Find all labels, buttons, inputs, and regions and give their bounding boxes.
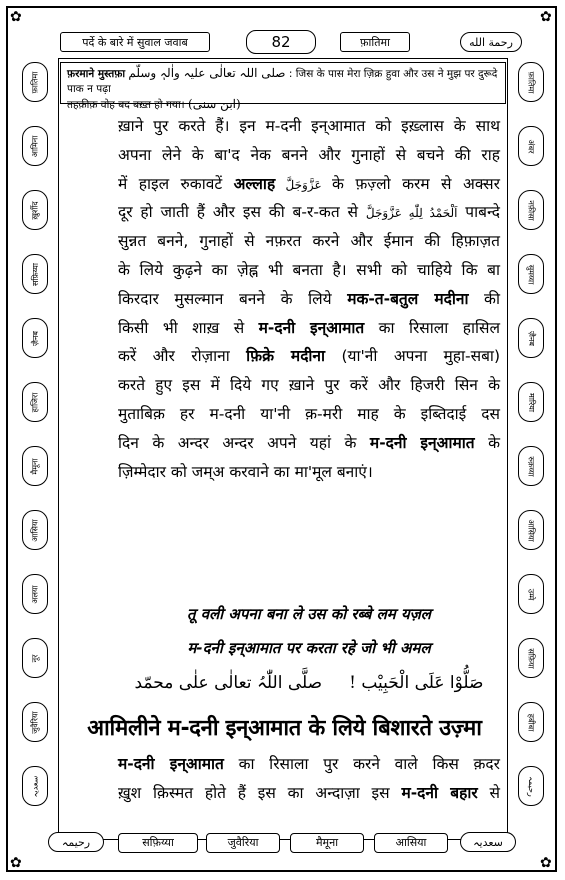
footer-left-circle: رحیمہ [48, 832, 104, 852]
text-line [118, 141, 500, 170]
text-run: में हाइल रुकावटें [118, 174, 234, 193]
side-badge-label: आसिया [526, 518, 536, 542]
side-name-badge [518, 574, 544, 614]
corner-ornament-icon: ✿ [540, 9, 552, 25]
text-run: किरदार मुसल्मान बनने के लिये [118, 289, 348, 308]
side-name-badge [22, 318, 48, 358]
footer-tab-2: जुवैरिया [206, 833, 280, 853]
footer-tab-4: आसिया [374, 833, 448, 853]
bold-run: म-दनी बहार [401, 784, 478, 802]
text-line [118, 256, 500, 285]
side-badge-label: जुवैरिया [30, 710, 40, 734]
text-line [118, 750, 500, 779]
side-name-badge [518, 318, 544, 358]
text-line [118, 400, 500, 429]
text-run: पाबन्दे [457, 203, 500, 222]
text-run: मुताबिक़ हर म-दनी या'नी क़-मरी माह के इब्तिदाई दस [118, 404, 500, 423]
text-line [118, 342, 500, 371]
text-line [118, 458, 500, 487]
side-name-badge [518, 446, 544, 486]
side-badge-label: मारिया [526, 392, 536, 412]
side-name-badge [22, 382, 48, 422]
side-badge-label: رحیمہ [526, 775, 536, 797]
side-name-badge [518, 638, 544, 678]
text-line [118, 198, 500, 227]
text-run: से [477, 784, 500, 802]
side-badge-label: आमिना [30, 135, 40, 157]
side-badge-label: फ़ातिमा [30, 71, 40, 93]
side-name-badge [22, 766, 48, 806]
header-circle-label: رحمة الله [460, 32, 522, 52]
side-name-badge [518, 766, 544, 806]
side-badge-label: अंबर [526, 139, 536, 153]
bold-run: अल्लाह [233, 174, 276, 193]
side-badge-label: हबीबा [526, 713, 536, 731]
arabic-run: عَزَّوَجَلَّ [275, 177, 332, 192]
side-badge-label: अलया [30, 584, 40, 604]
verse-line-1: तू वली अपना बना ले उस को रब्बे लम यज़ल [187, 605, 431, 623]
text-run: ख़ुश क़िस्मत होते हैं इस का अन्दाज़ा इस [118, 784, 402, 802]
bold-run: फ़िक्रे मदीना [246, 347, 326, 366]
bold-run: म-दनी इन्आमात [118, 755, 224, 773]
text-run: अपना लेने के बा'द नेक बनने और गुनाहों से बचने की राह [118, 145, 500, 164]
side-badge-label: ज़ैनब [30, 330, 40, 346]
side-name-badge [518, 126, 544, 166]
bottom-paragraph [118, 750, 500, 808]
farman-text-2: तहक़ीक़ वोह बद बख़्त हो गया। [67, 99, 185, 111]
side-name-badge [22, 254, 48, 294]
header-tab-name: फ़ातिमा [340, 32, 410, 52]
text-line [118, 314, 500, 343]
verse-line-2: म-दनी इन्आमात पर करता रहे जो भी अमल [187, 639, 431, 657]
side-name-badge [22, 62, 48, 102]
text-run: के फ़ज़्लो करम से अक्सर [331, 174, 500, 193]
side-name-badge [22, 638, 48, 678]
corner-ornament-icon: ✿ [540, 855, 552, 871]
text-line [118, 285, 500, 314]
farman-text-1: : जिस के पास मेरा ज़िक्र हुवा और उस ने मुझ पर दुरूदे पाक न पढ़ा [67, 68, 498, 95]
salawat [118, 672, 500, 693]
text-run: के लिये कुढ़ने का ज़ेह्न भी बनता है। सभी को चाहिये कि बा [118, 260, 500, 279]
side-badge-label: सफ़िय्या [30, 262, 40, 286]
farman-box [60, 62, 506, 111]
side-name-badge [518, 190, 544, 230]
text-run: दूर हो जाती हैं और इस की ब-र-कत से [118, 203, 366, 222]
side-badge-label: उम्मे [526, 588, 536, 600]
header-book-title: पर्दे के बारे में सुवाल जवाब [60, 32, 210, 52]
side-name-badge [22, 702, 48, 742]
side-name-badge [518, 702, 544, 742]
text-run: करें और रोज़ाना [118, 347, 247, 366]
side-name-badge [518, 62, 544, 102]
side-name-badge [22, 446, 48, 486]
text-run: सुन्नत बनने, गुनाहों से नफ़रत करने और ईमान की हिफ़ाज़त [118, 232, 500, 251]
salawat-part-1: صَلُّوْا عَلَی الْحَبِیْب ! [349, 673, 484, 693]
side-name-badge [518, 382, 544, 422]
side-name-badge [518, 510, 544, 550]
side-badge-label: मैमूना [30, 457, 40, 475]
bold-run: म-दनी इन्आमात [258, 318, 365, 337]
bold-run: म-दनी इन्आमात [369, 433, 475, 452]
side-badge-label: आसिया [30, 518, 40, 542]
corner-ornament-icon: ✿ [10, 9, 22, 25]
text-line [118, 170, 500, 199]
side-name-badge [22, 126, 48, 166]
section-heading: आमिलीने म-दनी इन्आमात के लिये बिशारते उज़्मा [87, 716, 482, 741]
text-run: ख़ाने पुर करते हैं। इन म-दनी इन्आमात को इख़्लास के साथ [118, 117, 500, 135]
side-badge-label: सफ़िया [526, 647, 536, 669]
side-name-badge [22, 574, 48, 614]
text-line [118, 779, 500, 808]
page-number: 82 [246, 30, 316, 54]
side-name-badge [22, 190, 48, 230]
footer-right-circle: سعدیہ [460, 832, 516, 852]
text-run: ज़िम्मेदार को जम्अ करवाने का मा'मूल बनाएं। [118, 462, 373, 481]
corner-ornament-icon: ✿ [10, 855, 22, 871]
text-line [118, 371, 500, 400]
side-badge-label: सुमय्या [526, 264, 536, 284]
bold-run: मक-त-बतुल मदीना [347, 289, 469, 308]
side-badge-label: ख़ुर्शीद [30, 200, 40, 220]
footer-tab-1: सफ़िय्या [118, 833, 198, 853]
farman-label: फ़रमाने मुस्तफ़ा [67, 68, 126, 80]
text-run: दिन के अन्दर अन्दर अपने यहां के [118, 433, 370, 452]
text-run: किसी भी शाख़ से [118, 318, 259, 337]
footer-tab-3: मैमूना [290, 833, 364, 853]
text-run: के [474, 433, 500, 452]
text-run: करते हुए इस में दिये गए ख़ाने पुर करें और हिजरी सिन के [118, 376, 500, 395]
side-name-badge [518, 254, 544, 294]
salawat-part-2: صلَّی اللّٰہُ تعالٰی علٰی محمّد [134, 673, 323, 693]
side-badge-label: سعدیہ [30, 775, 40, 797]
side-badge-label: ज़ैनब [526, 330, 536, 346]
side-name-badge [22, 510, 48, 550]
farman-reference: (ابن سنی) [188, 97, 241, 111]
text-run: की [468, 289, 500, 308]
main-paragraph [118, 112, 500, 486]
side-badge-label: हाजिरा [30, 392, 40, 412]
text-run: (या'नी अपना मुहा-सबा) [325, 347, 500, 366]
side-badge-label: रुक़य्या [526, 455, 536, 477]
text-run: का रिसाला पुर करने वाले किस क़दर [223, 755, 501, 773]
text-line [118, 112, 500, 141]
text-run: का रिसाला हासिल [364, 318, 500, 337]
text-line [118, 227, 500, 256]
side-badge-label: नूर [30, 654, 40, 662]
side-badge-label: नफ़ीसा [526, 199, 536, 221]
side-badge-label: फ़ातिमा [526, 71, 536, 93]
farman-arabic: صلی اللہ تعالٰی علیہ واٰلہٖ وسلّم [128, 66, 286, 80]
text-line [118, 429, 500, 458]
arabic-run: اَلْحَمْدُ لِلّٰهِ عَزَّوَجَلَّ [365, 206, 458, 221]
